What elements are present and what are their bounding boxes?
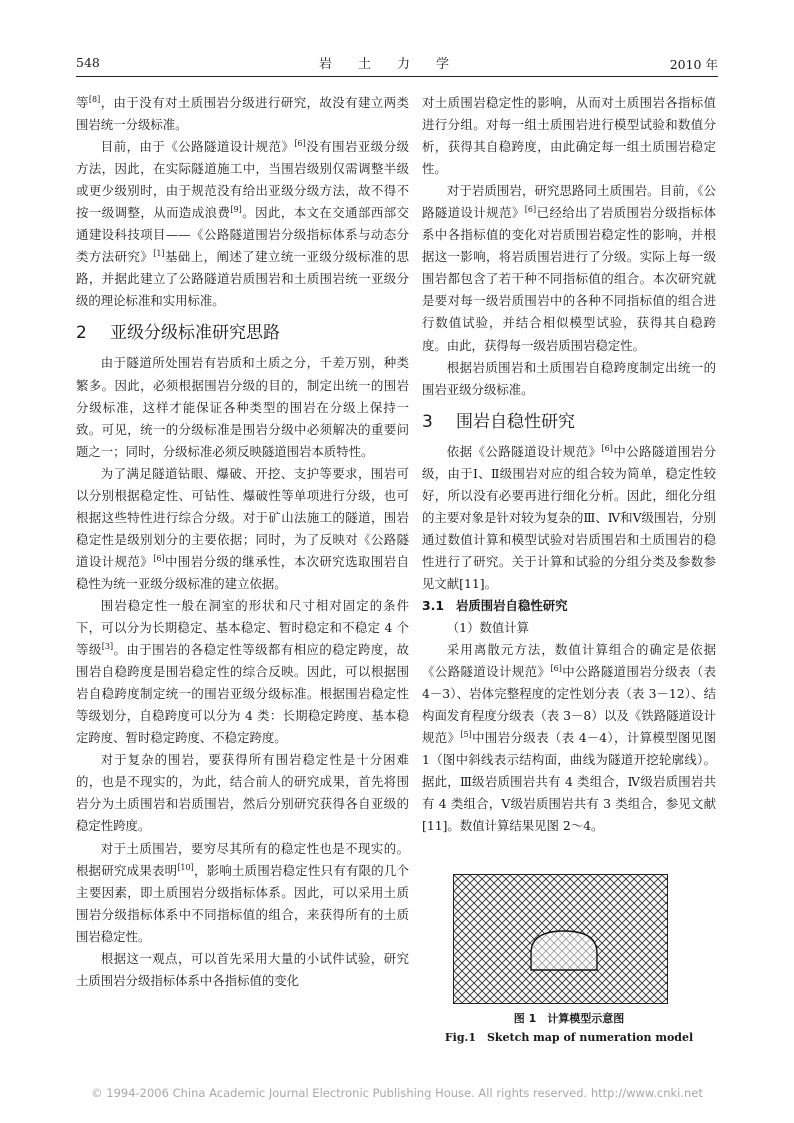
citation: [1] bbox=[153, 249, 165, 259]
figure-model-sketch bbox=[453, 874, 668, 1004]
issue-year: 2010 年 bbox=[669, 57, 718, 72]
paragraph: 依据《公路隧道设计规范》[6]中公路隧道围岩分级，由于Ⅰ、Ⅱ级围岩对应的组合较为简单，稳定性较好，所以没有必要再进行细化分析。因此，细化分组的主要对象是针对较为复杂的Ⅲ、Ⅳ和Ⅴ级围岩，分别通过数值计算和模型试验对岩质围岩和土质围岩的稳性进行了研究。关于计算和试验的分组分类及参数参见文献[11]。 bbox=[422, 443, 717, 591]
figure-caption-cn: 图 1 计算模型示意图 bbox=[513, 1012, 625, 1025]
paragraph: 根据这一观点，可以首先采用大量的小试件试验，研究土质围岩分级指标体系中各指标值的变化 bbox=[76, 950, 409, 988]
paragraph: 采用离散元方法，数值计算组合的确定是依据《公路隧道设计规范》[6]中公路隧道围岩分级表（表 4－3）、岩体完整程度的定性划分表（表 3－12）、结构面发育程度分级表（表 3－8）以及《铁路隧道设计规范》[5]中围岩分级表（表 4－4），计算模型图见图 1（图中斜线表示结构面，曲线为隧道开挖轮廓线）。据此，Ⅲ级岩质围岩共有 4 类组合，Ⅳ级岩质围岩共有 4 类组合，Ⅴ级岩质围岩共有 3 类组合，参见文献[11]。数值计算结果见图 2～4。 bbox=[422, 642, 717, 834]
figure-caption-en: Fig.1 Sketch map of numeration model bbox=[444, 1031, 694, 1044]
section-heading: 2 亚级分级标准研究思路 bbox=[76, 323, 280, 344]
paragraph: 等[8]，由于没有对土质围岩分级进行研究，故没有建立两类围岩统一分级标准。 bbox=[76, 94, 410, 133]
citation: [10] bbox=[177, 862, 194, 872]
right-column bbox=[422, 92, 716, 837]
tunnel-excavation-outline bbox=[531, 931, 597, 970]
subsection-heading: 3.1 岩质围岩自稳性研究 bbox=[422, 597, 568, 613]
citation: [8] bbox=[88, 94, 101, 104]
citation: [6] bbox=[294, 138, 306, 148]
list-item: （1）数值计算 bbox=[446, 619, 530, 635]
citation: [6] bbox=[550, 663, 562, 673]
journal-title: 岩土力学 bbox=[318, 57, 475, 72]
citation: [6] bbox=[601, 443, 613, 453]
paragraph: 对土质围岩稳定性的影响，从而对土质围岩各指标值进行分组。对每一组土质围岩进行模型试验和数值分析，获得其自稳跨度，由此确定每一组土质围岩稳定性。 bbox=[422, 95, 716, 177]
paragraph: 对于复杂的围岩，要获得所有围岩稳定性是十分困难的，也是不现实的，为此，结合前人的研究成果，首先将围岩分为土质围岩和岩质围岩，然后分别研究获得各自亚级的稳定性跨度。 bbox=[76, 752, 409, 834]
citation: [9] bbox=[230, 205, 242, 215]
copyright-footer: © 1994-2006 China Academic Journal Electronic Publishing House. All rights reserved. http://www.cnki.net bbox=[91, 1086, 703, 1100]
citation: [6] bbox=[524, 205, 537, 215]
citation: [6] bbox=[153, 553, 165, 563]
header-rule bbox=[76, 76, 718, 77]
paragraph: 对于岩质围岩，研究思路同土质围岩。目前，《公路隧道设计规范》[6]已经给出了岩质围岩分级指标体系中各指标值的变化对岩质围岩稳定性的影响，并根据这一影响，将岩质围岩进行了分级。实际上每一级围岩都包含了若干种不同指标值的组合。本次研究就是要对每一级岩质围岩中的各种不同指标值的组合进行数值试验，并结合相似模型试验，获得其自稳跨度。由此，获得每一级岩质围岩稳定性。 bbox=[422, 183, 717, 353]
paragraph: 为了满足隧道钻眼、爆破、开挖、支护等要求，围岩可以分别根据稳定性、可钻性、爆破性等单项进行分级，也可根据这些特性进行综合分级。对于矿山法施工的隧道，围岩稳定性是级别划分的主要依据；同时，为了反映对《公路隧道设计规范》[6]中围岩分级的继承性，本次研究选取围岩自稳性为统一亚级分级标准的建立依据。 bbox=[76, 465, 410, 591]
running-header bbox=[76, 53, 718, 73]
paragraph: 围岩稳定性一般在洞室的形状和尺寸相对固定的条件下，可以分为长期稳定、基本稳定、暂时稳定和不稳定 4 个等级[3]。由于围岩的各稳定性等级都有相应的稳定跨度，故围岩自稳跨度是围岩稳定性的综合反映。因此，可以根据围岩自稳跨度制定统一的围岩亚级分级标准。根据围岩稳定性等级划分，自稳跨度可以分为 4 类：长期稳定跨度、基本稳定跨度、暂时稳定跨度、不稳定跨度。 bbox=[76, 597, 410, 746]
citation: [3] bbox=[101, 641, 114, 651]
section-heading: 3 围岩自稳性研究 bbox=[422, 411, 575, 432]
left-column bbox=[76, 92, 409, 992]
citation: [5] bbox=[460, 730, 472, 740]
model-sketch-drawing bbox=[454, 875, 668, 1004]
paragraph: 对于土质围岩，要穷尽其所有的稳定性也是不现实的。根据研究成果表明[10]，影响土质围岩稳定性只有有限的几个主要因素，即土质围岩分级指标体系。因此，可以采用土质围岩分级指标体系中不同指标值的组合，来获得所有的土质围岩稳定性。 bbox=[76, 840, 410, 944]
paragraph: 由于隧道所处围岩有岩质和土质之分，千差万别，种类繁多。因此，必须根据围岩分级的目的，制定出统一的围岩分级标准，这样才能保证各种类型的围岩在分级上保持一致。可见，统一的分级标准是围岩分级中必须解决的重要问题之一；同时，分级标准必须反映隧道围岩本质特性。 bbox=[76, 355, 409, 459]
page-number: 548 bbox=[76, 55, 100, 70]
paragraph: 根据岩质围岩和土质围岩自稳跨度制定出统一的围岩亚级分级标准。 bbox=[422, 359, 716, 397]
paragraph: 目前，由于《公路隧道设计规范》[6]没有围岩亚级分级方法，因此，在实际隧道施工中，当围岩级别仅需调整半级或更少级别时，由于规范没有给出亚级分级方法，故不得不按一级调整，从而造成浪费[9]。因此，本文在交通部西部交通建设科技项目——《公路隧道围岩分级指标体系与动态分类方法研究》[1]基础上，阐述了建立统一亚级分级标准的思路，并据此建立了公路隧道岩质围岩和土质围岩统一亚级分级的理论标准和实用标准。 bbox=[76, 138, 410, 309]
